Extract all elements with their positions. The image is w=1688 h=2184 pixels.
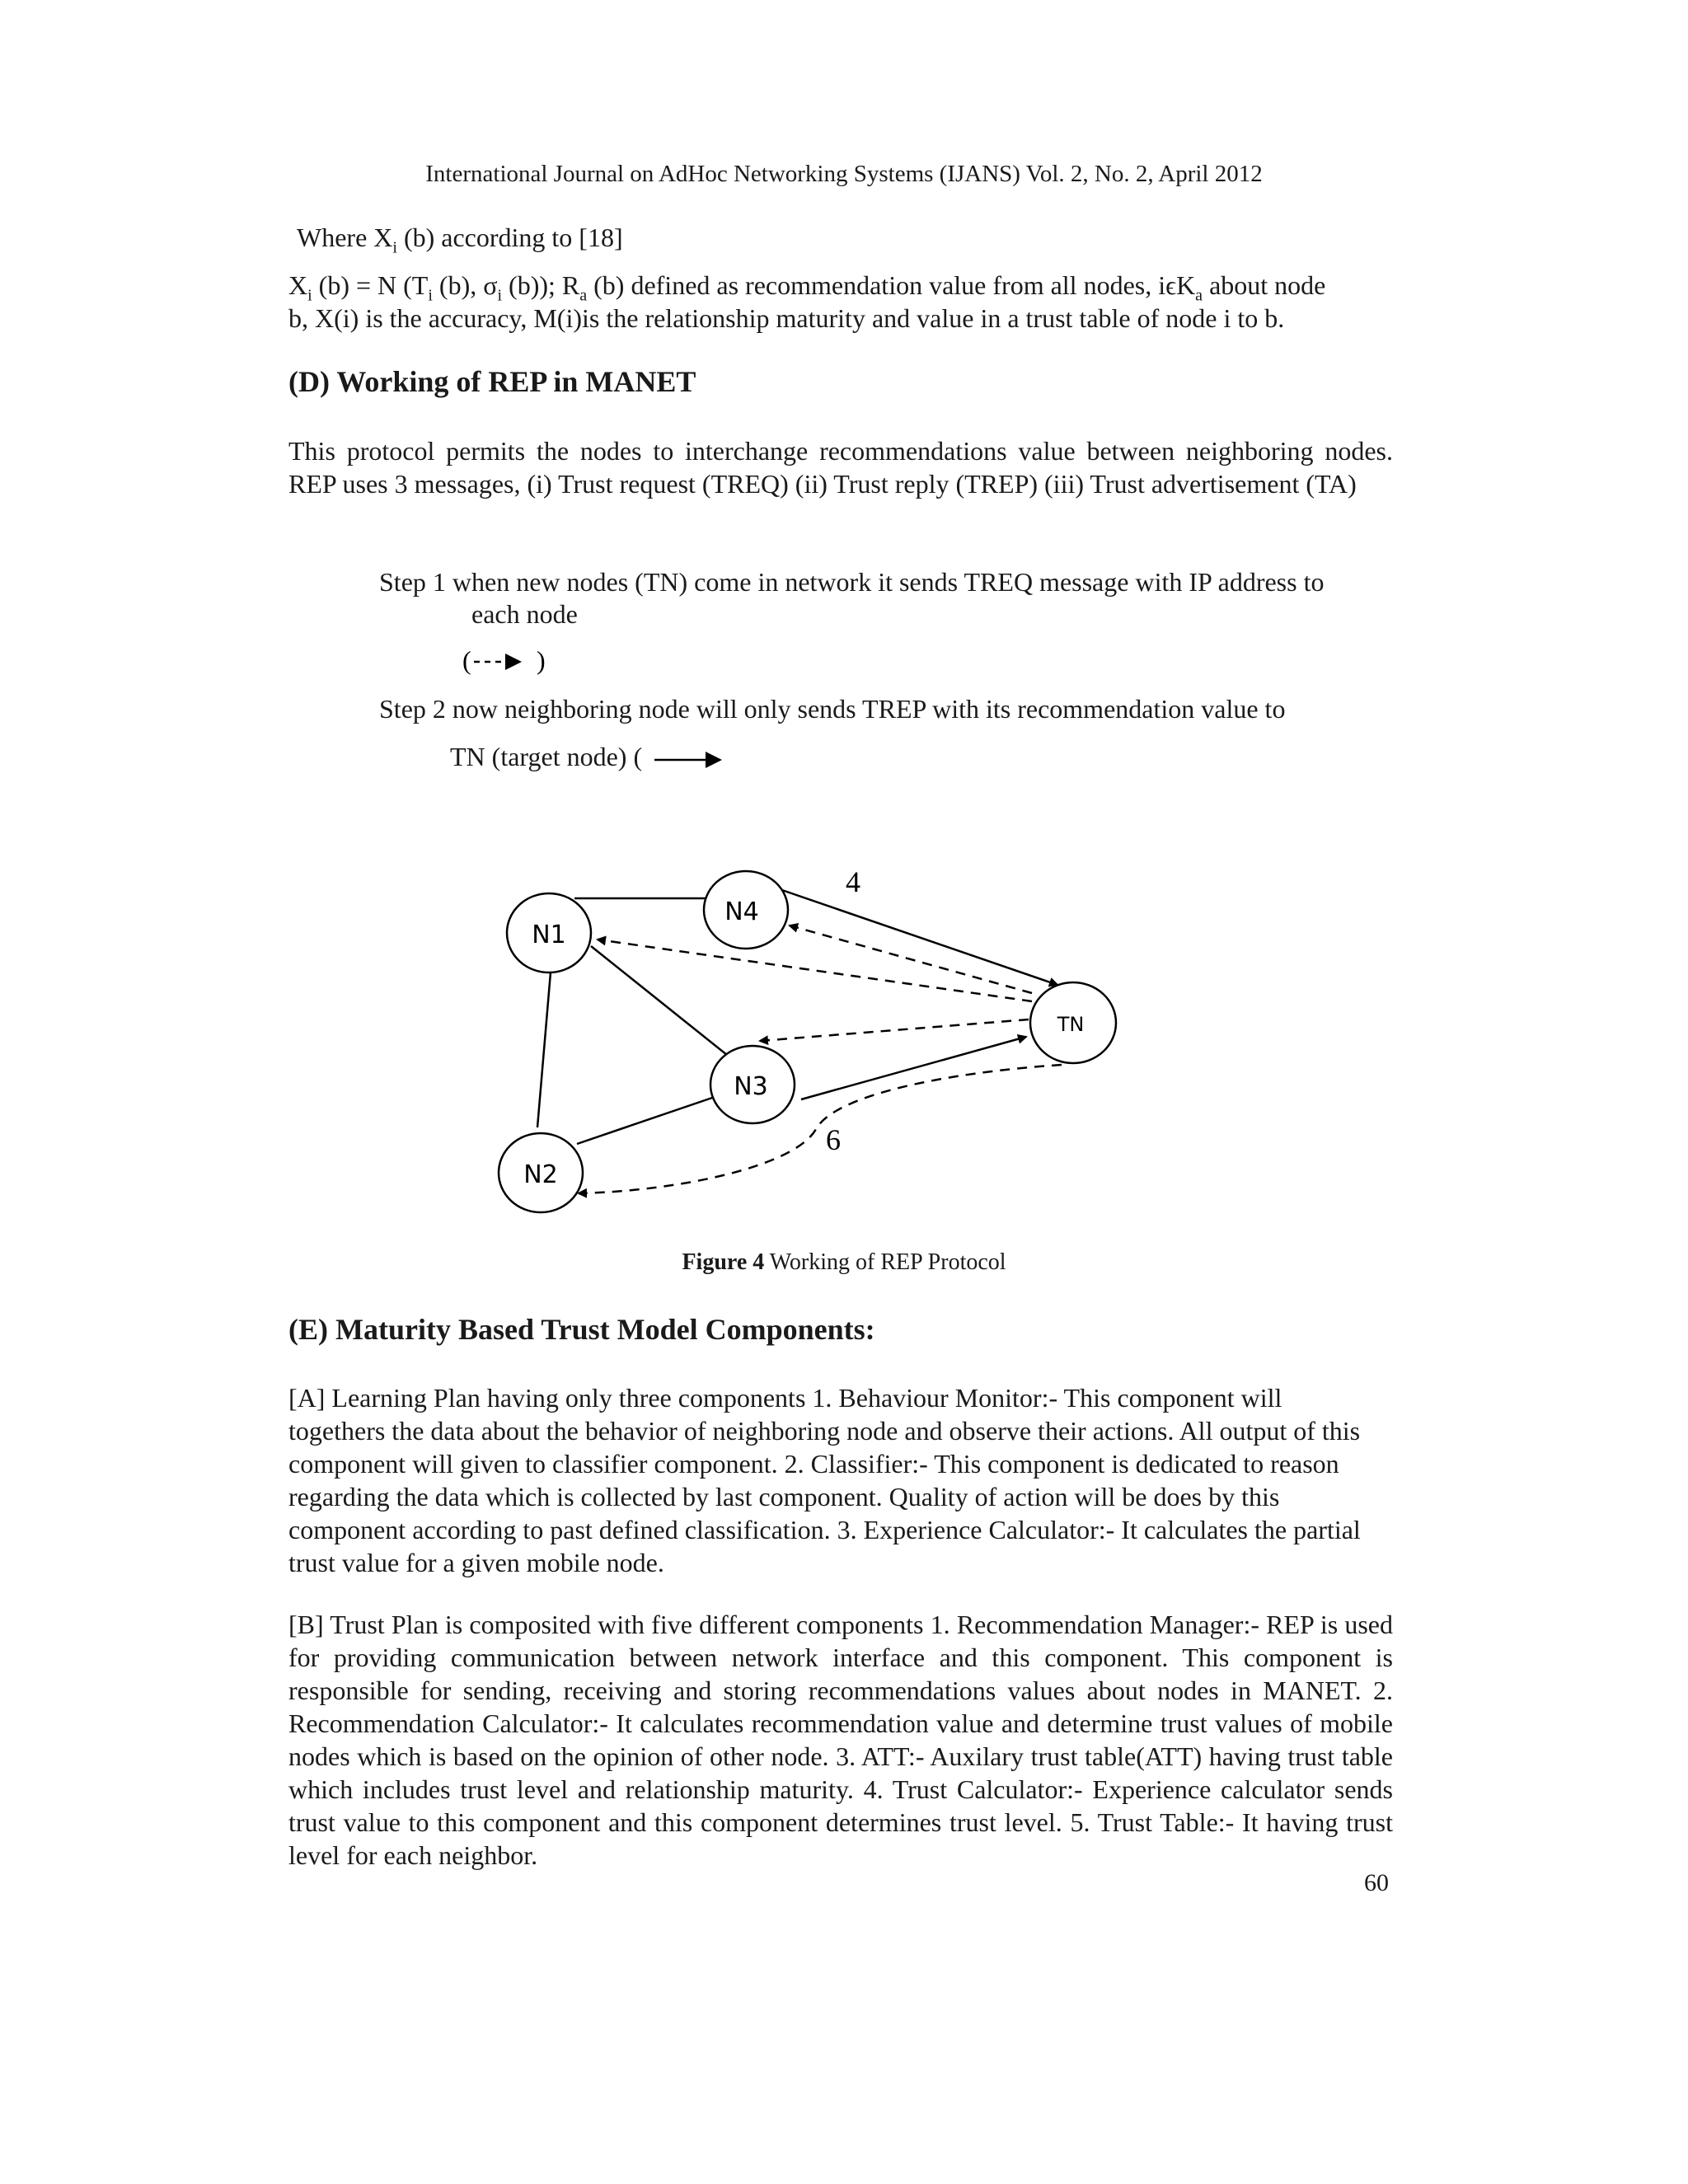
legend-dashed-arrowhead (505, 654, 522, 670)
legend-solid-arrowhead (706, 752, 722, 768)
node-n1-label: N1 (532, 921, 566, 949)
node-n4-label: N4 (724, 898, 759, 926)
def-part-2: (b) = N (T (312, 270, 429, 300)
edge-label-6: 6 (826, 1123, 841, 1156)
section-e-heading: (E) Maturity Based Trust Model Components: (288, 1313, 875, 1346)
figure-caption (0, 1249, 1688, 1276)
eq-intro-text-2: (b) according to [18] (396, 223, 623, 252)
step1-line-1: Step 1 when new nodes (TN) come in network it sends TREQ message with IP address to (379, 567, 1325, 597)
node-n2 (499, 1133, 583, 1212)
node-n2-label: N2 (523, 1160, 558, 1189)
edge-label-4: 4 (846, 865, 860, 898)
def-sub-5: a (1195, 286, 1203, 305)
legend-close-paren: ) (537, 645, 546, 675)
def-sub-3: i (497, 286, 503, 305)
solid-arrow-legend (651, 746, 734, 774)
node-n1 (507, 893, 591, 972)
section-e-paragraph-b: [B] Trust Plan is composited with five different components 1. Recommendation Manager:- REP is used for providing communication between network interface and this component. This component is responsible for sending, receiving and storing recommendations values about nodes in MANET. 2. Recommendation Calculator:- It calculates recommendation value and determine trust values of mobile nodes which is based on the opinion of other node. 3. ATT:- Auxilary trust table(ATT) having trust table which includes trust level and relationship maturity. 4. Trust Calculator:- Experience calculator sends trust value to this component and this component determines trust level. 5. Trust Table:- It having trust level for each neighbor. (288, 1610, 1393, 1870)
node-tn (1030, 982, 1116, 1063)
edge-tn-to-n3 (760, 1019, 1029, 1041)
step2-line-2 (450, 740, 642, 773)
legend-open-paren: ( (462, 645, 471, 675)
step2-line-2-text: TN (target node) ( (450, 742, 643, 771)
edge-n3-to-tn (801, 1037, 1026, 1099)
def-sub-4: a (579, 286, 588, 305)
def-part-1: X (288, 270, 308, 300)
step2-line-1: Step 2 now neighboring node will only sends TREP with its recommendation value to (379, 694, 1286, 724)
node-n4 (704, 871, 788, 949)
edge-n2-n3 (577, 1096, 717, 1144)
section-e-paragraph-a: [A] Learning Plan having only three components 1. Behaviour Monitor:- This component will togethers the data about the behavior of neighboring node and observe their actions. All output of this component will given to classifier component. 2. Classifier:- This component is dedicated to reason regarding the data which is collected by last component. Quality of action will be does by this component according to past defined classification. 3. Experience Calculator:- It calculates the partial trust value for a given mobile node. (288, 1383, 1361, 1577)
section-d-heading: (D) Working of REP in MANET (288, 365, 696, 398)
page-number: 60 (1364, 1869, 1389, 1896)
rep-network-diagram (478, 857, 1137, 1244)
def-sub-1: i (307, 286, 312, 305)
eq-intro-sub: i (392, 238, 397, 257)
def-part-3: (b), σ (432, 270, 498, 300)
edge-n1-n2 (537, 972, 551, 1127)
edge-n1-n3 (591, 946, 727, 1055)
definition-line-2: b, X(i) is the accuracy, M(i)is the relationship maturity and value in a trust table of node i to b. (288, 303, 1285, 333)
figure-caption-number: Figure 4 (682, 1249, 765, 1275)
figure-caption-text: Working of REP Protocol (764, 1249, 1006, 1275)
def-part-4: (b)); R (502, 270, 580, 300)
def-part-5: (b) defined as recommendation value from all nodes, iϵK (587, 270, 1196, 300)
edge-tn-to-n1 (598, 940, 1032, 1001)
def-sub-2: i (428, 286, 433, 305)
node-tn-label: TN (1057, 1013, 1085, 1036)
step1-line-2: each node (471, 599, 578, 629)
node-n3-label: N3 (734, 1072, 768, 1101)
edge-tn-to-n2 (579, 1065, 1062, 1193)
running-header: International Journal on AdHoc Networking Systems (IJANS) Vol. 2, No. 2, April 2012 (425, 161, 1263, 187)
def-part-6: about node (1203, 270, 1326, 300)
dashed-arrow-legend (457, 643, 556, 679)
eq-intro-text-1: Where X (297, 223, 393, 252)
node-n3 (710, 1046, 795, 1123)
edge-tn-to-n4 (790, 926, 1032, 993)
section-d-paragraph: This protocol permits the nodes to interchange recommendations value between neighboring nodes. REP uses 3 messages, (i) Trust request (TREQ) (ii) Trust reply (TREP) (iii) Trust advertisement (TA) (288, 436, 1393, 499)
equation-intro (297, 221, 623, 264)
